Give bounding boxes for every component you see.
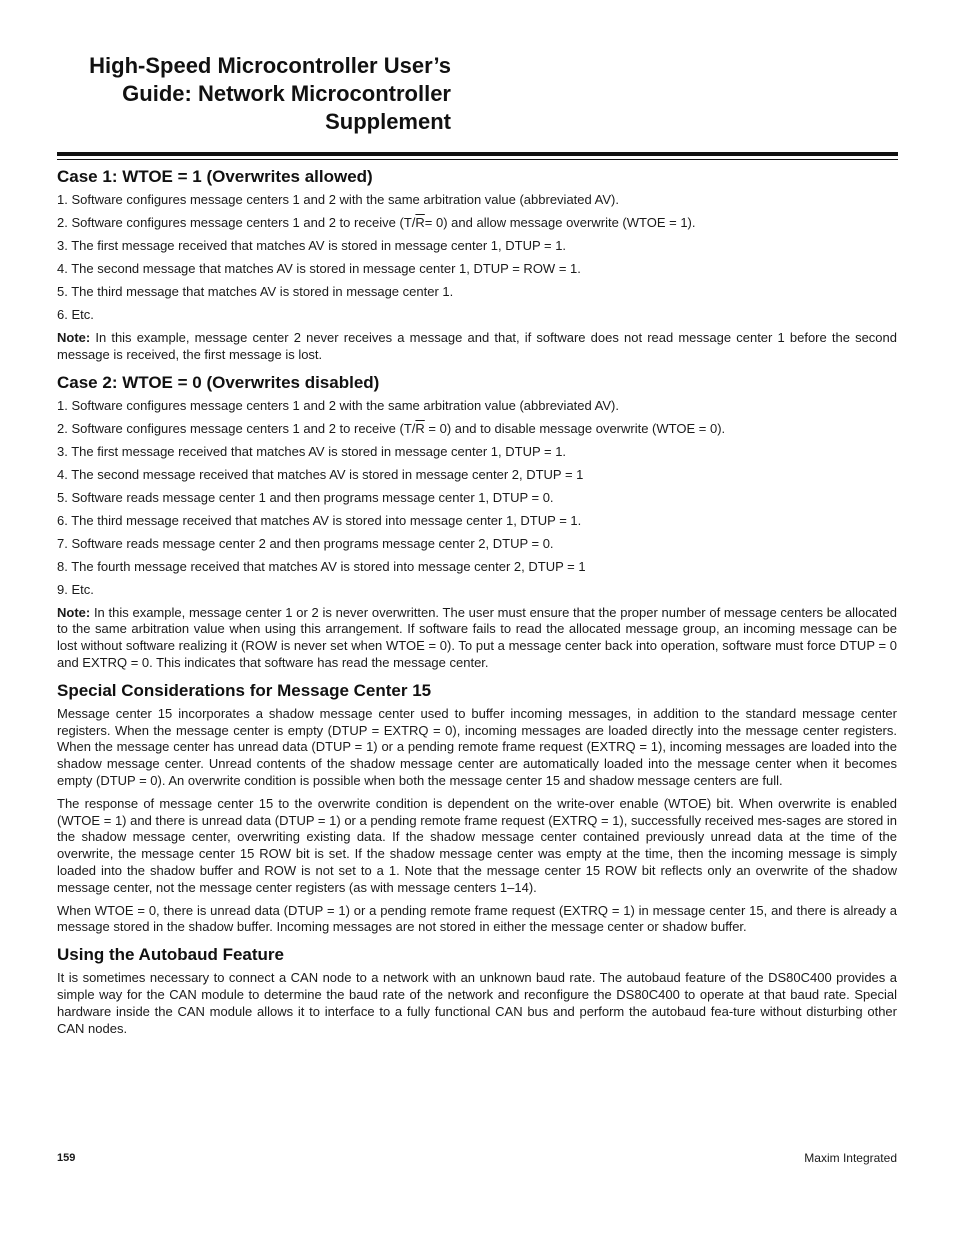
paragraph: Message center 15 incorporates a shadow message center used to buffer incoming messages, in addition to the standard message center registers. When the message center is empty (DTUP = EXTRQ = 0), incoming messages are loaded directly into the message center registers. When the message center has unread data (DTUP = 1) or a pending remote frame request (EXTRQ = 1), incoming messages are loaded into the shadow message center. Unread contents of the shadow message center are automatically loaded into the message center when it becomes empty (DTUP = 0). An overwrite condition is possible when both the message center 15 and shadow message centers are full.: [57, 705, 897, 788]
list-item: 5. Software reads message center 1 and then programs message center 1, DTUP = 0.: [57, 489, 554, 505]
r-bar-symbol: $\overline{R}$: [415, 215, 425, 230]
list-item: 1. Software configures message centers 1 and 2 with the same arbitration value (abbreviated AV).: [57, 397, 619, 413]
section-case-2: [57, 372, 897, 672]
note-label: Note:: [57, 330, 91, 345]
section-heading-message-center-15: Special Considerations for Message Center 15: [57, 680, 432, 700]
page-title-line-1: High-Speed Microcontroller User’s: [89, 53, 451, 78]
header-rule-thin: [57, 159, 898, 160]
company-name: Maxim Integrated: [804, 1151, 897, 1165]
page-title-line-3: Supplement: [325, 109, 451, 134]
list-item: 8. The fourth message received that matches AV is stored into message center 2, DTUP = 1: [57, 558, 586, 574]
list-item: 6. The third message received that matches AV is stored into message center 1, DTUP = 1.: [57, 512, 582, 528]
list-item: 5. The third message that matches AV is stored in message center 1.: [57, 284, 454, 299]
paragraph: It is sometimes necessary to connect a CAN node to a network with an unknown baud rate. The autobaud feature of the DS80C400 provides a simple way for the CAN module to determine the baud rate of the network and reconfigure the DS80C400 to operate at that baud rate. Special hardware inside the CAN module allows it to interface to a fully functional CAN bus and perform the autobaud fea-ture without disturbing other CAN nodes.: [57, 970, 897, 1036]
list-item: 2. Software configures message centers 1 and 2 to receive $(T/\overline{R} = 0)$ and to disable message overwrite (WTOE = 0).: [57, 420, 726, 436]
note-case-1: Note: In this example, message center 2 never receives a message and that, if software does not read message center 1 before the second message is received, the first message is lost.: [57, 330, 897, 362]
r-bar-symbol: $\overline{R}$: [415, 420, 425, 436]
section-message-center-15: [57, 680, 897, 936]
list-item: 1. Software configures message centers 1 and 2 with the same arbitration value (abbreviated AV).: [57, 192, 619, 207]
page-content: [57, 166, 897, 1045]
list-item: 4. The second message received that matches AV is stored in message center 2, DTUP = 1: [57, 466, 584, 482]
section-heading-case-1: Case 1: WTOE = 1 (Overwrites allowed): [57, 167, 373, 186]
paragraph: When WTOE = 0, there is unread data (DTUP = 1) or a pending remote frame request (EXTRQ = 1) in message center 15, and there is already a message stored in the shadow buffer. Incoming messages are not stored in either the message center or shadow buffer.: [57, 902, 897, 935]
section-autobaud: [57, 944, 897, 1037]
list-item: 2. Software configures message centers 1 and 2 to receive $(T/\overline{R}= 0)$ and allow message overwrite (WTOE = 1).: [57, 215, 696, 230]
section-heading-case-2: Case 2: WTOE = 0 (Overwrites disabled): [57, 372, 380, 392]
list-item: 6. Etc.: [57, 307, 94, 322]
list-item: 7. Software reads message center 2 and then programs message center 2, DTUP = 0.: [57, 535, 554, 551]
page-title: [40, 52, 451, 136]
list-item: 4. The second message that matches AV is stored in message center 1, DTUP = ROW = 1.: [57, 261, 581, 276]
list-item: 3. The first message received that matches AV is stored in message center 1, DTUP = 1.: [57, 443, 567, 459]
note-label: Note:: [57, 604, 91, 620]
page-title-line-2: Guide: Network Microcontroller: [122, 81, 451, 106]
section-heading-autobaud: Using the Autobaud Feature: [57, 945, 284, 965]
list-item: 9. Etc.: [57, 581, 94, 597]
paragraph: The response of message center 15 to the overwrite condition is dependent on the write-over enable (WTOE) bit. When overwrite is enabled (WTOE = 1) and there is unread data (DTUP = 1) or a pending remote frame request (EXTRQ = 1), successfully received mes-sages are stored in the shadow message center, overwriting existing data. If the shadow message center contained previously unread data at the time of the overwrite, the message center 15 ROW bit is set. If the shadow message center was empty at the time, then the incoming message is simply loaded into the shadow buffer and ROW is not set to a 1. Note that the message center 15 ROW bit reflects only an overwrite of the shadow message center, not the message center registers (as with message centers 1–14).: [57, 795, 897, 895]
page-number: 159: [57, 1152, 76, 1164]
note-case-2: Note: In this example, message center 1 or 2 is never overwritten. The user must ensure that the proper number of message centers be allocated to the same arbitration value when using this arrangement. If software fails to read the allocated message group, an incoming message can be lost without software realizing it (ROW is never set when WTOE = 0). To put a message center back into operation, software must force DTUP = 0 and EXTRQ = 0. This indicates that software has read the message center.: [57, 604, 897, 670]
section-case-1: [57, 166, 897, 364]
header-rule-thick: [57, 152, 898, 156]
list-item: 3. The first message received that matches AV is stored in message center 1, DTUP = 1.: [57, 238, 567, 253]
